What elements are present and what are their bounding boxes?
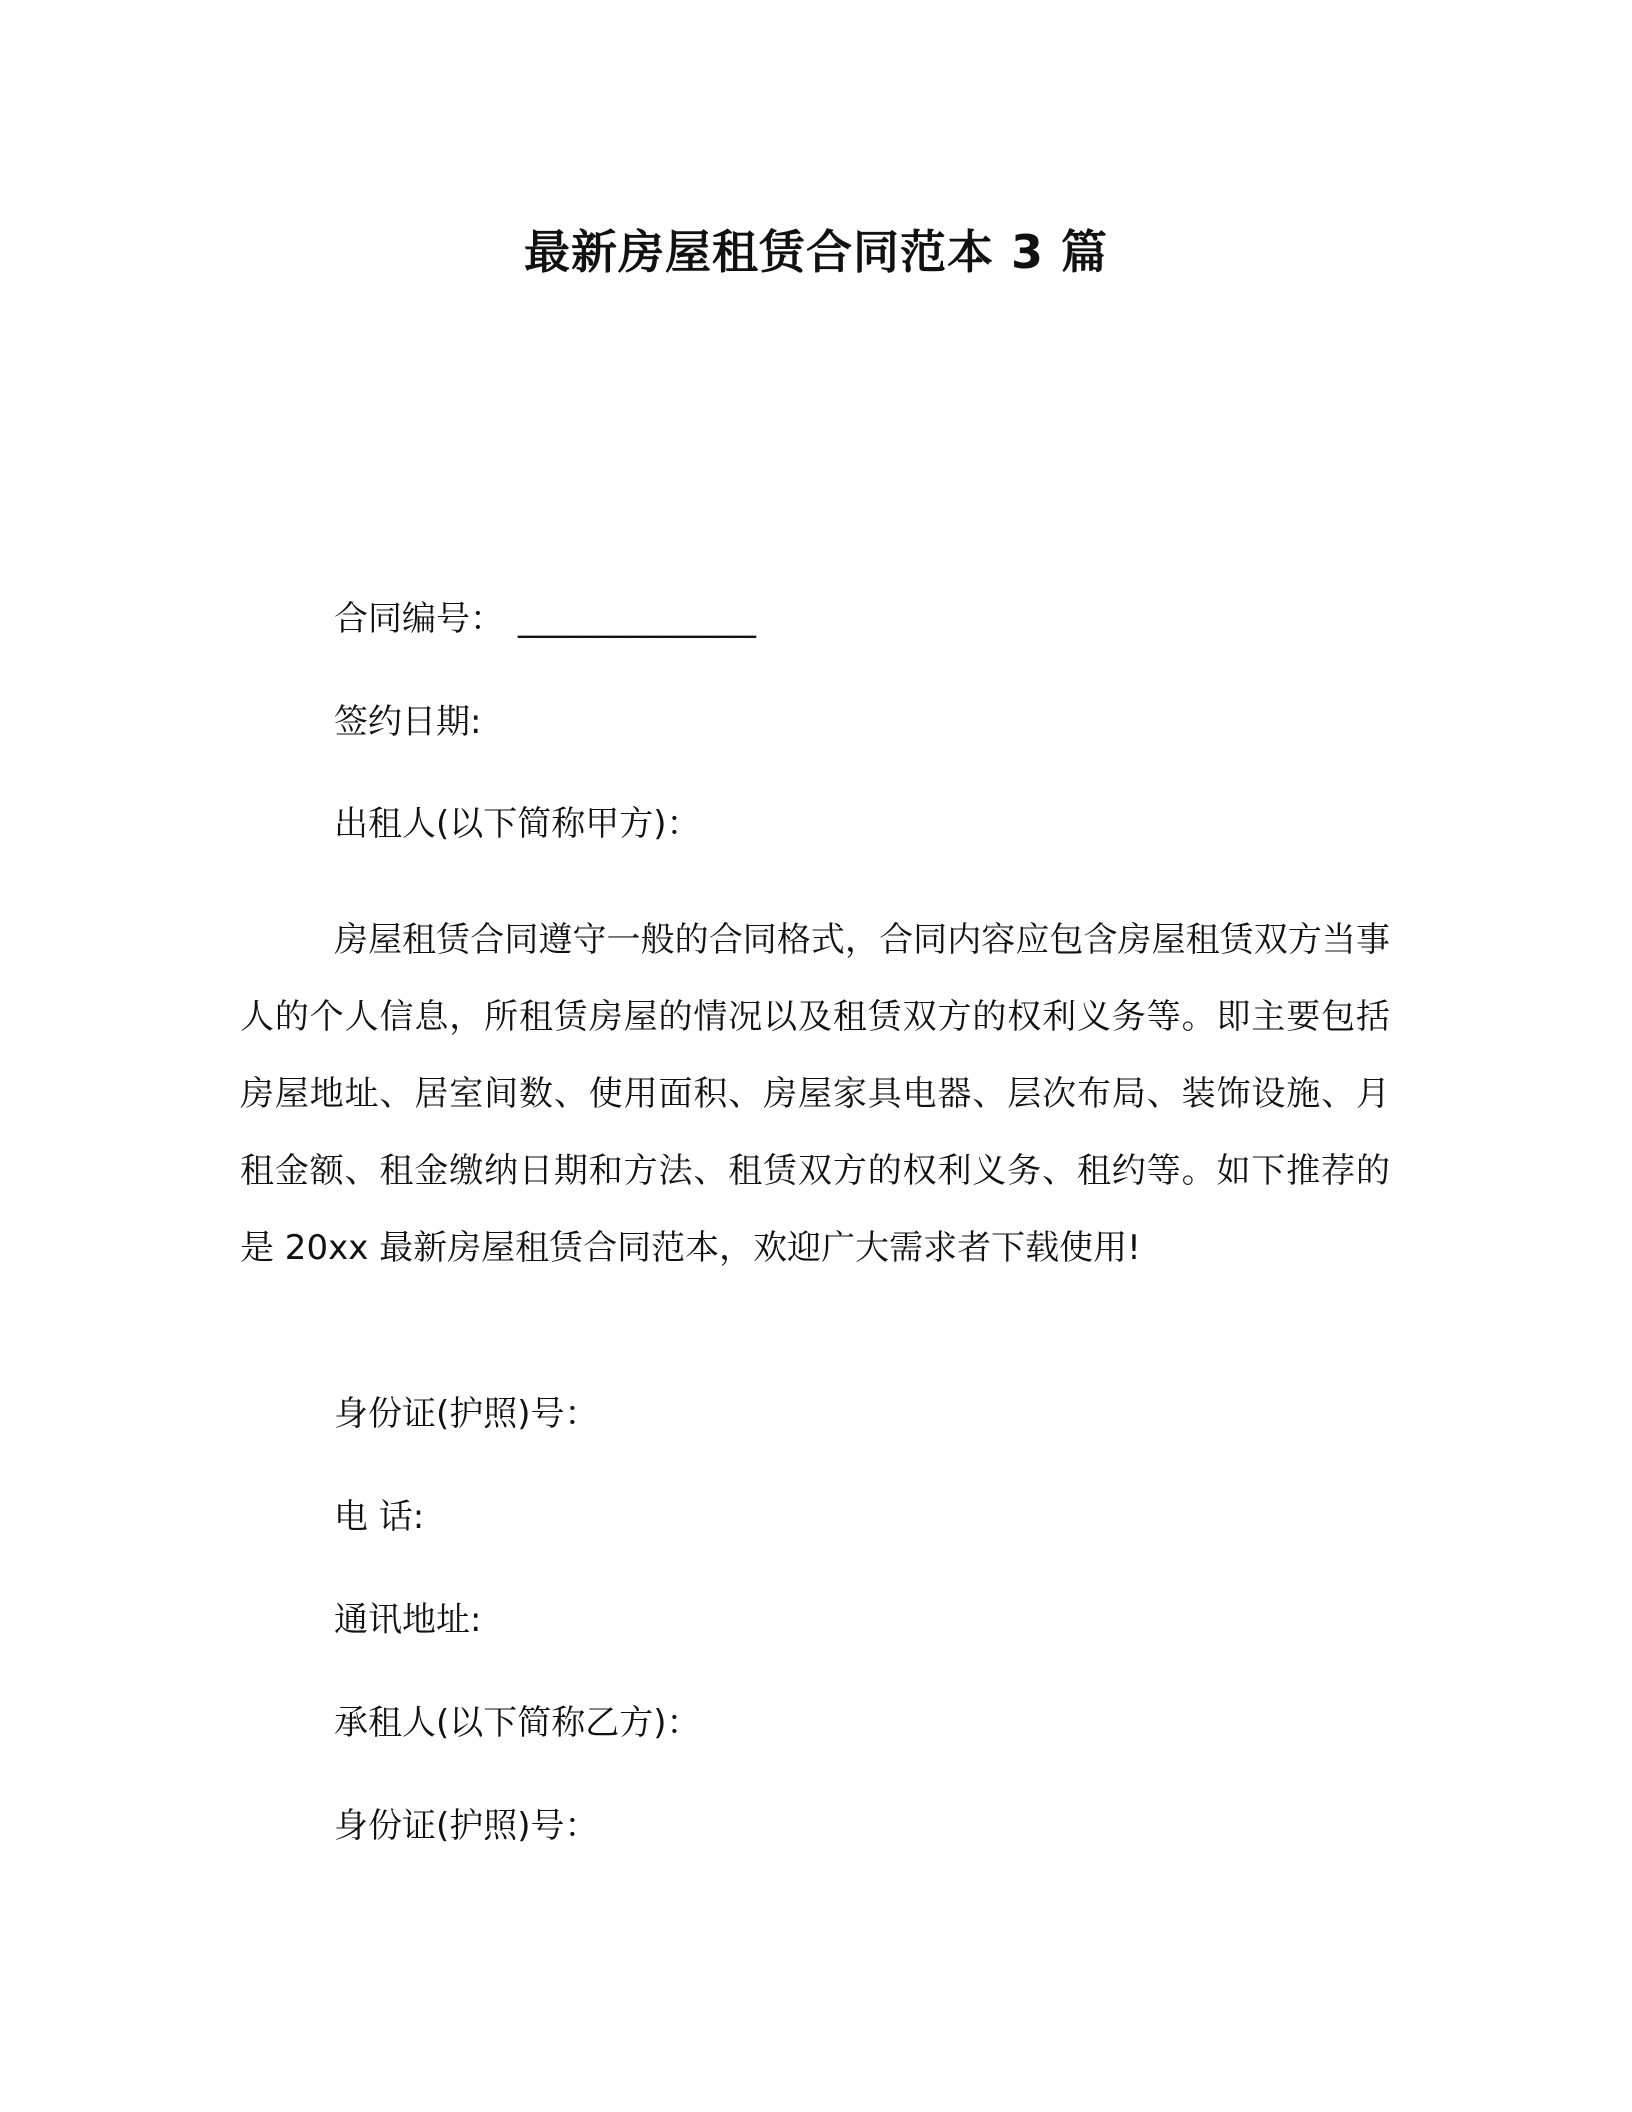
sign-date-label: 签约日期: xyxy=(334,702,482,742)
contract-number-line xyxy=(334,595,756,643)
lessor-label: 出租人(以下简称甲方)： xyxy=(334,804,701,844)
lessor-phone-label: 电 话: xyxy=(334,1497,425,1537)
contract-number-blank: ______________ xyxy=(518,599,756,639)
lessor-address-label: 通讯地址: xyxy=(334,1600,482,1640)
lessee-label: 承租人(以下简称乙方)： xyxy=(334,1703,701,1743)
lessee-id-label: 身份证(护照)号： xyxy=(334,1806,599,1846)
contract-number-label: 合同编号： xyxy=(334,599,504,639)
lessor-id-label: 身份证(护照)号： xyxy=(334,1394,599,1434)
document-title: 最新房屋租赁合同范本 3 篇 xyxy=(523,225,1109,279)
intro-paragraph: 房屋租赁合同遵守一般的合同格式，合同内容应包含房屋租赁双方当事人的个人信息，所租赁房屋的情况以及租赁双方的权利义务等。即主要包括房屋地址、居室间数、使用面积、房屋家具电器、层次布局、装饰设施、月租金额、租金缴纳日期和方法、租赁双方的权利义务、租约等。如下推荐的是 20xx 最新房屋租赁合同范本，欢迎广大需求者下载使用! xyxy=(240,920,1390,1268)
